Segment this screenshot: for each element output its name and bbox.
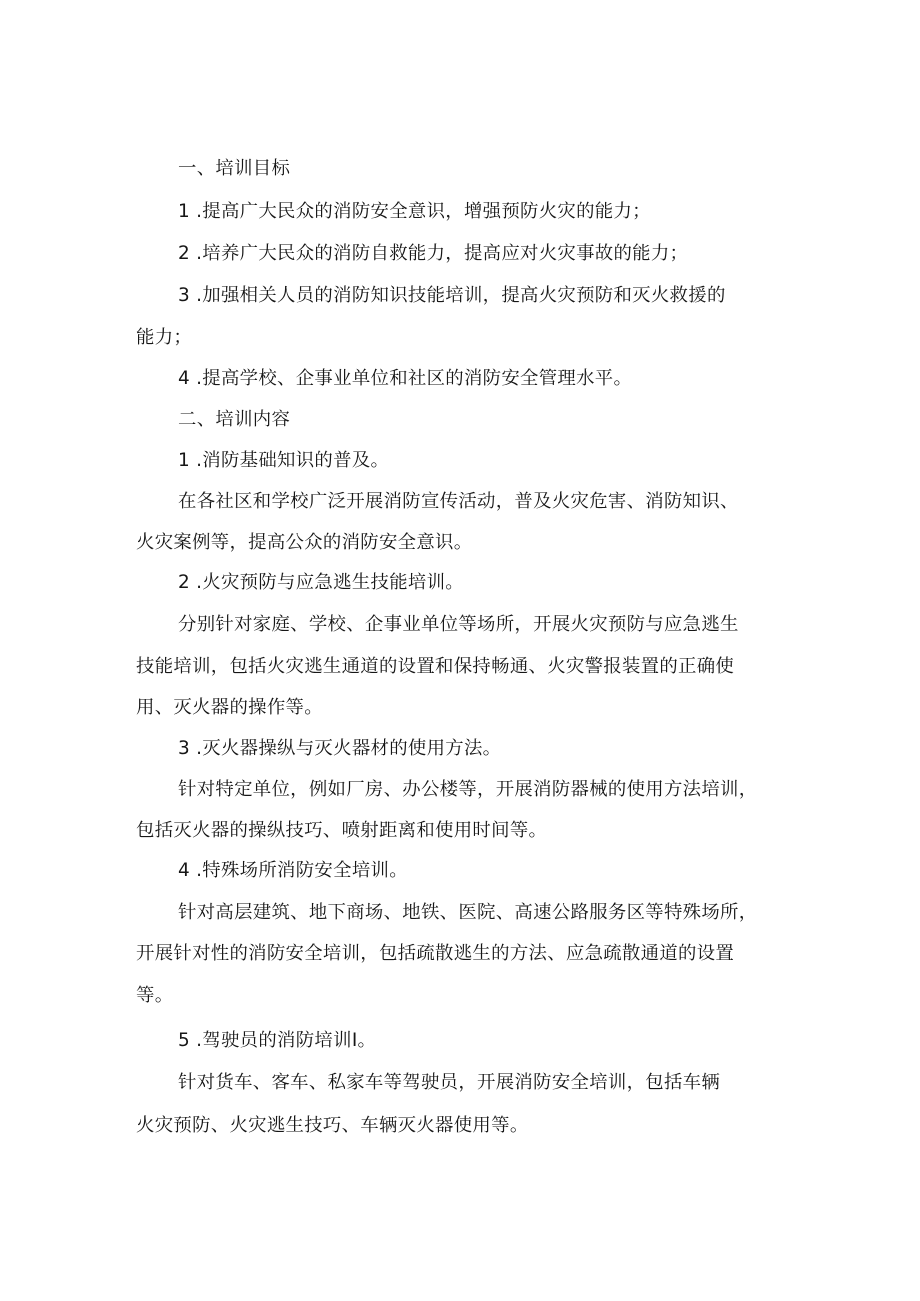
content-item-1-body-line-1: 在各社区和学校广泛开展消防宣传活动，普及火灾危害、消防知识、 (178, 491, 739, 512)
content-item-4-title: 4 .特殊场所消防安全培训。 (178, 860, 408, 881)
content-item-3-title: 3 .灭火器操纵与灭火器材的使用方法。 (178, 738, 502, 759)
content-item-1-title: 1 .消防基础知识的普及。 (178, 450, 390, 471)
content-item-2-body-line-1: 分别针对家庭、学校、企事业单位等场所，开展火灾预防与应急逃生 (178, 614, 739, 635)
content-item-2-body-line-3: 用、灭火器的操作等。 (136, 697, 323, 718)
content-item-1-body-line-2: 火灾案例等，提高公众的消防安全意识。 (136, 532, 473, 553)
content-item-5-body-line-1: 针对货车、客车、私家车等驾驶员，开展消防安全培训，包括车辆 (178, 1072, 721, 1093)
goal-item-2: 2 .培养广大民众的消防自救能力，提高应对火灾事故的能力； (178, 243, 689, 264)
goal-item-3-line-2: 能力； (136, 327, 193, 348)
content-item-5-title: 5 .驾驶员的消防培训I。 (178, 1030, 377, 1051)
content-item-3-body-line-2: 包括灭火器的操纵技巧、喷射距离和使用时间等。 (136, 820, 548, 841)
goal-item-3-line-1: 3 .加强相关人员的消防知识技能培训，提高火灾预防和灭火救援的 (178, 285, 726, 306)
goal-item-1: 1 .提高广大民众的消防安全意识，增强预防火灾的能力； (178, 201, 651, 222)
content-item-5-body-line-2: 火灾预防、火灾逃生技巧、车辆灭火器使用等。 (136, 1115, 529, 1136)
content-item-4-body-line-3: 等。 (136, 985, 174, 1006)
content-item-4-body-line-1: 针对高层建筑、地下商场、地铁、医院、高速公路服务区等特殊场所， (178, 902, 758, 923)
content-item-4-body-line-2: 开展针对性的消防安全培训，包括疏散逃生的方法、应急疏散通道的设置 (136, 943, 735, 964)
content-item-2-title: 2 .火灾预防与应急逃生技能培训。 (178, 572, 464, 593)
section-heading-training-content: 二、培训内容 (178, 409, 291, 430)
section-heading-training-goals: 一、培训目标 (178, 158, 291, 179)
content-item-3-body-line-1: 针对特定单位，例如厂房、办公楼等，开展消防器械的使用方法培训， (178, 779, 758, 800)
content-item-2-body-line-2: 技能培训，包括火灾逃生通道的设置和保持畅通、火灾警报装置的正确使 (136, 656, 735, 677)
goal-item-4: 4 .提高学校、企事业单位和社区的消防安全管理水平。 (178, 368, 633, 389)
